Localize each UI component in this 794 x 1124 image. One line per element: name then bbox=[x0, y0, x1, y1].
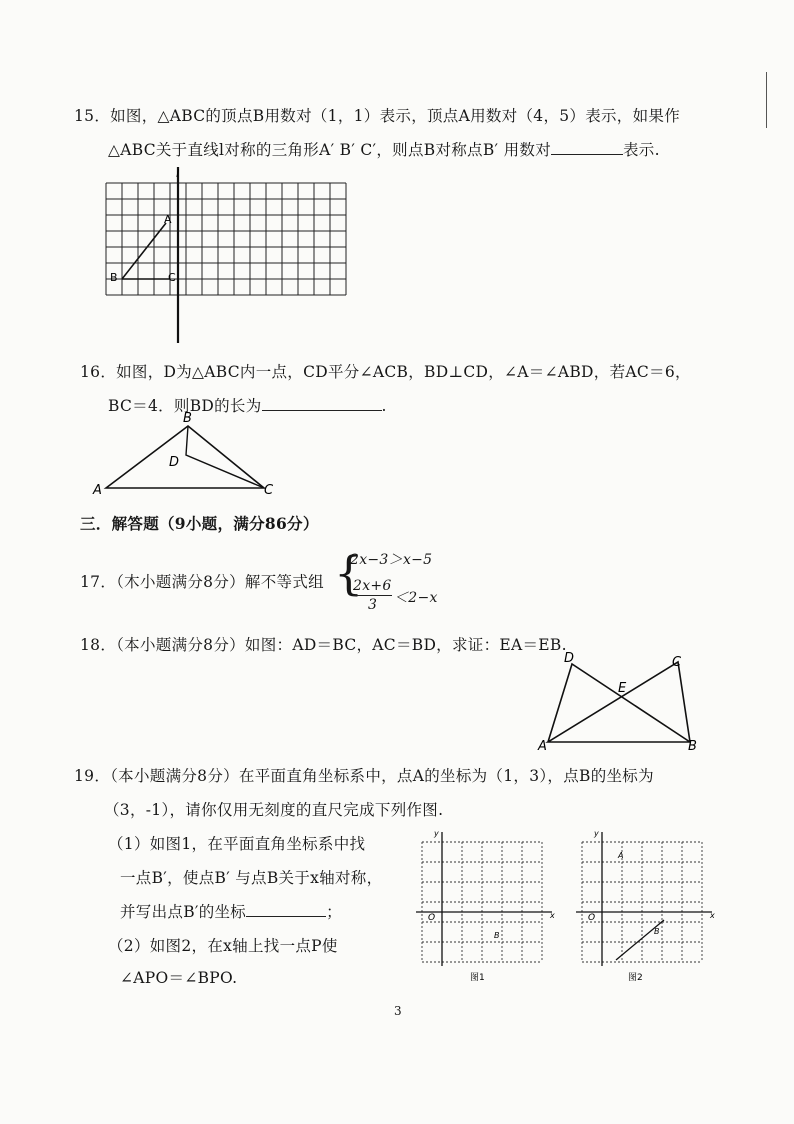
q18-figure bbox=[536, 650, 706, 755]
q18-label-C: C bbox=[672, 655, 682, 670]
q19-part1-c-end: ； bbox=[326, 903, 342, 921]
q16-answer-blank[interactable] bbox=[262, 396, 382, 411]
q18-label-E: E bbox=[618, 681, 627, 696]
q19-part1-b: 一点B′，使点B′ 与点B关于x轴对称， bbox=[120, 869, 383, 887]
q18-lines bbox=[548, 662, 690, 742]
q19-fig2-label-x: x bbox=[710, 911, 715, 920]
q19-fig1-label-B: B bbox=[494, 931, 500, 940]
q16-line2-end: . bbox=[381, 397, 387, 415]
page-number: 3 bbox=[394, 1004, 402, 1018]
scan-edge-mark bbox=[766, 72, 767, 128]
q15-label-l: l bbox=[176, 167, 180, 180]
q19-fig2-grid bbox=[582, 842, 702, 962]
q18-label-D: D bbox=[564, 651, 575, 666]
q19-fig2-origin: O bbox=[588, 913, 596, 923]
q16-line1: 16．如图，D为△ABC内一点，CD平分∠ACB，BD⊥CD，∠A＝∠ABD，若AC＝6， bbox=[80, 363, 691, 381]
q19-fig2-label-y: y bbox=[594, 829, 599, 838]
q16-line2-text: BC＝4．则BD的长为 bbox=[108, 397, 262, 415]
section-3-title: 三．解答题（9小题，满分86分） bbox=[80, 514, 319, 533]
q19-fig2-construction-line bbox=[616, 920, 664, 960]
q15-label-A: A bbox=[164, 213, 172, 226]
q15-grid-figure bbox=[100, 165, 360, 345]
q15-line2-text: △ABC关于直线l对称的三角形A′ B′ C′，则点B对称点B′ 用数对 bbox=[108, 141, 551, 159]
q19-fig2-label-A: A bbox=[618, 851, 624, 860]
q16-label-C: C bbox=[264, 483, 274, 498]
q15-line2 bbox=[108, 138, 660, 160]
q19-part1-c bbox=[120, 900, 342, 922]
q16-triangle-figure bbox=[90, 410, 290, 500]
q17-brace: { bbox=[334, 546, 364, 600]
q17-inequality-2-rest: ＜2−x bbox=[394, 590, 438, 606]
q19-fig1-grid bbox=[422, 842, 542, 962]
q19-fig1-caption: 图1 bbox=[470, 973, 485, 983]
q19-answer-blank[interactable] bbox=[246, 902, 326, 917]
q16-label-A: A bbox=[93, 483, 102, 498]
q19-line1: 19．（本小题满分8分）在平面直角坐标系中，点A的坐标为（1，3），点B的坐标为 bbox=[74, 767, 654, 785]
q19-line2: （3，-1），请你仅用无刻度的直尺完成下列作图. bbox=[104, 801, 444, 819]
q17-inequality-2-denominator: 3 bbox=[368, 597, 378, 613]
q19-fig2-caption: 图2 bbox=[628, 973, 643, 983]
q16-label-D: D bbox=[169, 455, 180, 470]
q15-label-B: B bbox=[110, 271, 118, 284]
q19-fig1-label-y: y bbox=[434, 829, 439, 838]
q16-label-B: B bbox=[183, 411, 192, 426]
q18-line1: 18．（本小题满分8分）如图：AD＝BC，AC＝BD，求证：EA＝EB. bbox=[80, 636, 567, 654]
q18-label-B: B bbox=[688, 739, 697, 754]
q15-line2-end: 表示. bbox=[623, 141, 660, 159]
q19-part2-b: ∠APO＝∠BPO. bbox=[120, 969, 238, 987]
q19-part1-c-text: 并写出点B′的坐标 bbox=[120, 903, 247, 921]
q17-prefix: 17．（木小题满分8分）解不等式组 bbox=[80, 573, 324, 591]
q19-figure-2 bbox=[570, 828, 720, 988]
q19-part2-a: （2）如图2，在x轴上找一点P使 bbox=[108, 937, 338, 955]
q17-inequality-1: 2x−3＞x−5 bbox=[350, 552, 433, 568]
q19-figure-1 bbox=[410, 828, 560, 988]
q19-fig2-label-B: B bbox=[654, 927, 660, 936]
q15-label-C: C bbox=[168, 271, 176, 284]
q19-fig1-origin: O bbox=[428, 913, 436, 923]
q19-fig1-label-x: x bbox=[550, 911, 555, 920]
q17-inequality-2-numerator: 2x+6 bbox=[353, 578, 392, 594]
q15-answer-blank[interactable] bbox=[551, 140, 623, 155]
q18-label-A: A bbox=[538, 739, 547, 754]
q15-line1: 15．如图，△ABC的顶点B用数对（1，1）表示，顶点A用数对（4，5）表示，如果作 bbox=[74, 107, 681, 125]
q19-part1-a: （1）如图1，在平面直角坐标系中找 bbox=[108, 835, 366, 853]
